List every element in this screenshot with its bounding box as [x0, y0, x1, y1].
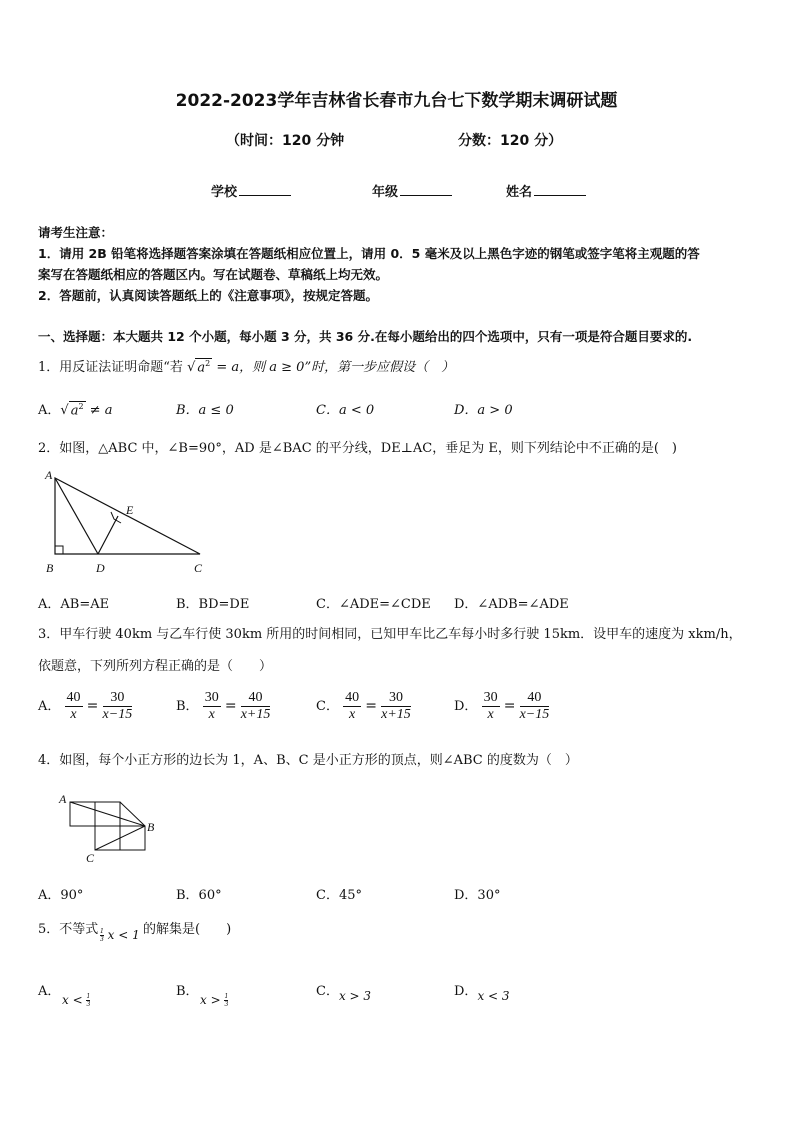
- q3-option-b-rhs: [241, 690, 271, 723]
- q5-ineq-fraction: [100, 928, 104, 943]
- q5-option-c: [316, 980, 372, 1003]
- q3-stem-line-1: 3．甲车行驶 40km 与乙车行使 30km 所用的时间相同，已知甲车比乙车每小时多行驶 15km．设甲车的速度为 xkm/h，: [38, 627, 742, 642]
- grade-field: [372, 181, 452, 200]
- q3-option-a: A． $\frac{40}{x}$ = $\frac{30}{x-15}$: [38, 690, 133, 722]
- q3-option-a-label: A．: [38, 699, 61, 714]
- q3-c-d2: x+15: [381, 707, 411, 722]
- q5-option-a-expr: x <: [62, 993, 83, 1007]
- q1-stem: [38, 356, 454, 375]
- q4-label-b: B: [147, 820, 155, 834]
- q5-option-b-expr: x >: [200, 993, 221, 1007]
- q3-option-a-lhs: [65, 690, 83, 723]
- q3-option-c-rhs: [381, 690, 411, 723]
- q5-b-frac-den: 3: [224, 1001, 229, 1008]
- q3-option-d-label: D．: [454, 699, 478, 714]
- exam-title: 2022-2023学年吉林省长春市九台七下数学期末调研试题: [175, 91, 618, 111]
- q1-option-a-label: A．: [38, 403, 61, 418]
- q5-option-b: [200, 993, 228, 1008]
- q3-b-d1: x: [208, 707, 215, 722]
- q4-label-c: C: [86, 851, 95, 865]
- q1-option-a: [38, 399, 112, 418]
- q3-d-n1: 30: [483, 690, 498, 705]
- q1-option-c: C．a < 0: [316, 403, 375, 418]
- q2-triangle-figure: [40, 466, 215, 581]
- q2-right-angle-b: [55, 546, 63, 554]
- q3-a-d2: x−15: [102, 707, 133, 722]
- q3-a-d1: x: [70, 707, 77, 722]
- score-label: 分数：120 分）: [458, 133, 563, 149]
- q2-stem: 2．如图，△ABC 中，∠B=90°，AD 是∠BAC 的平分线，DE⊥AC，垂足为 E，则下列结论中不正确的是( ): [38, 441, 678, 456]
- grade-blank: [400, 182, 452, 196]
- q5-b-frac-num: 1: [224, 993, 229, 1000]
- q3-b-d2: x+15: [240, 707, 271, 722]
- q3-c-n1: 40: [345, 690, 360, 705]
- q4-option-d: D．30°: [454, 888, 501, 903]
- q5-ineq-frac-num: 1: [100, 928, 104, 935]
- q3-c-d1: x: [348, 707, 356, 722]
- q5-ineq-tail: x < 1: [107, 928, 140, 942]
- school-field: [211, 181, 291, 200]
- q3-option-a-rhs: [103, 690, 133, 723]
- q5-inequality: [100, 928, 140, 943]
- q3-d-d1: x: [487, 707, 494, 722]
- notice-line-1: 1．请用 2B 铅笔将选择题答案涂填在答题纸相应位置上，请用 0．5 毫米及以上黑色字迹的钢笔或签字笔将主观题的答: [38, 246, 700, 261]
- q1-option-a-tail: ≠ a: [85, 403, 113, 418]
- q4-stem: 4．如图，每个小正方形的边长为 1，A、B、C 是小正方形的顶点，则∠ABC 的度数为（ ）: [38, 753, 578, 768]
- q4-segment-ab: [70, 802, 145, 826]
- q2-label-e: E: [126, 503, 134, 517]
- school-label: 学校: [211, 185, 238, 200]
- q1-option-a-sqrt: √ $a^2$: [60, 401, 84, 418]
- notice-heading: 请考生注意：: [38, 225, 114, 240]
- q3-c-n2: 30: [381, 690, 411, 707]
- grade-label: 年级: [372, 185, 399, 200]
- q2-label-b: B: [46, 561, 54, 575]
- notice-block: [38, 222, 700, 306]
- q2-option-b: B．BD=DE: [176, 597, 250, 612]
- name-blank: [534, 182, 586, 196]
- q5-option-d: [454, 980, 510, 1003]
- q3-a-n1: 40: [66, 690, 81, 705]
- q5-option-b-label: B．: [176, 984, 199, 999]
- q5-ineq-frac-den: 3: [100, 936, 104, 943]
- q1-prefix: 1．用反证法证明命题“若: [38, 360, 183, 375]
- q3-d-d2: x−15: [519, 707, 550, 722]
- q5-suffix: 的解集是( ): [143, 922, 232, 937]
- q2-right-angle-e: [111, 512, 121, 523]
- q3-stem-line-2: 依题意，下列所列方程正确的是（ ）: [38, 659, 273, 674]
- q2-option-a: A．AB=AE: [38, 597, 110, 612]
- q5-option-b-fraction: [224, 993, 228, 1008]
- q5-option-c-expr: x > 3: [338, 989, 372, 1003]
- q3-option-d-rhs: [520, 690, 550, 723]
- q3-b-n1: 30: [204, 690, 219, 705]
- q2-label-c: C: [194, 561, 203, 575]
- q5-option-a-label: A．: [38, 984, 61, 999]
- q4-option-b: B．60°: [176, 888, 222, 903]
- q5-option-d-expr: x < 3: [477, 989, 510, 1003]
- q5-a-frac-den: 3: [86, 1001, 91, 1008]
- q5-prefix: 5．不等式: [38, 922, 99, 937]
- q5-a-frac-num: 1: [86, 993, 91, 1000]
- notice-line-2: 案写在答题纸相应的答题区内。写在试题卷、草稿纸上均无效。: [38, 267, 389, 282]
- q3-option-c-lhs: [343, 690, 361, 723]
- q4-option-c: C．45°: [316, 888, 362, 903]
- q3-d-n2: 40: [520, 690, 550, 707]
- q5-option-d-label: D．: [454, 984, 478, 999]
- notice-line-3: 2．答题前，认真阅读答题纸上的《注意事项》，按规定答题。: [38, 288, 378, 303]
- q3-a-n2: 30: [103, 690, 133, 707]
- q4-option-a: A．90°: [38, 888, 84, 903]
- q5-option-a: [62, 993, 90, 1008]
- time-label: （时间：120 分钟: [226, 133, 345, 149]
- q3-option-b: B． $\frac{30}{x}$ = $\frac{40}{x+15}$: [176, 690, 271, 722]
- name-label: 姓名: [506, 185, 533, 200]
- q4-grid-figure: [55, 790, 165, 865]
- q3-b-n2: 40: [241, 690, 271, 707]
- q1-mid: = a，则 a ≥ 0”时，第一步应假设（ ）: [212, 360, 455, 375]
- q2-option-d: D．∠ADB=∠ADE: [454, 597, 569, 612]
- name-field: [506, 181, 586, 200]
- q2-perpendicular-de: [98, 516, 118, 554]
- q5-option-a-fraction: [86, 993, 90, 1008]
- q1-sqrt: √ $a^2$: [187, 358, 211, 375]
- q4-label-a: A: [59, 792, 67, 806]
- q3-option-c-label: C．: [316, 699, 339, 714]
- q4-square-4: [120, 826, 145, 850]
- school-blank: [239, 182, 291, 196]
- q4-square-3: [95, 826, 120, 850]
- q2-label-d: D: [96, 561, 105, 575]
- q5-option-c-label: C．: [316, 984, 339, 999]
- section-heading: 一、选择题：本大题共 12 个小题，每小题 3 分，共 36 分.在每小题给出的四个选项中，只有一项是符合题目要求的.: [38, 329, 693, 344]
- q3-option-b-label: B．: [176, 699, 199, 714]
- q3-option-d-lhs: [482, 690, 500, 723]
- q1-option-b: B．a ≤ 0: [176, 403, 234, 418]
- q1-radicand: a: [197, 360, 206, 375]
- q3-option-b-lhs: [203, 690, 221, 723]
- q3-option-d: D． $\frac{30}{x}$ = $\frac{40}{x-15}$: [454, 690, 550, 722]
- q2-label-a: A: [45, 468, 53, 482]
- q2-option-c: C．∠ADE=∠CDE: [316, 597, 431, 612]
- q3-option-c: C． $\frac{40}{x}$ = $\frac{30}{x+15}$: [316, 690, 411, 722]
- q1-option-d: D．a > 0: [454, 403, 513, 418]
- q1-exponent: 2: [205, 358, 211, 368]
